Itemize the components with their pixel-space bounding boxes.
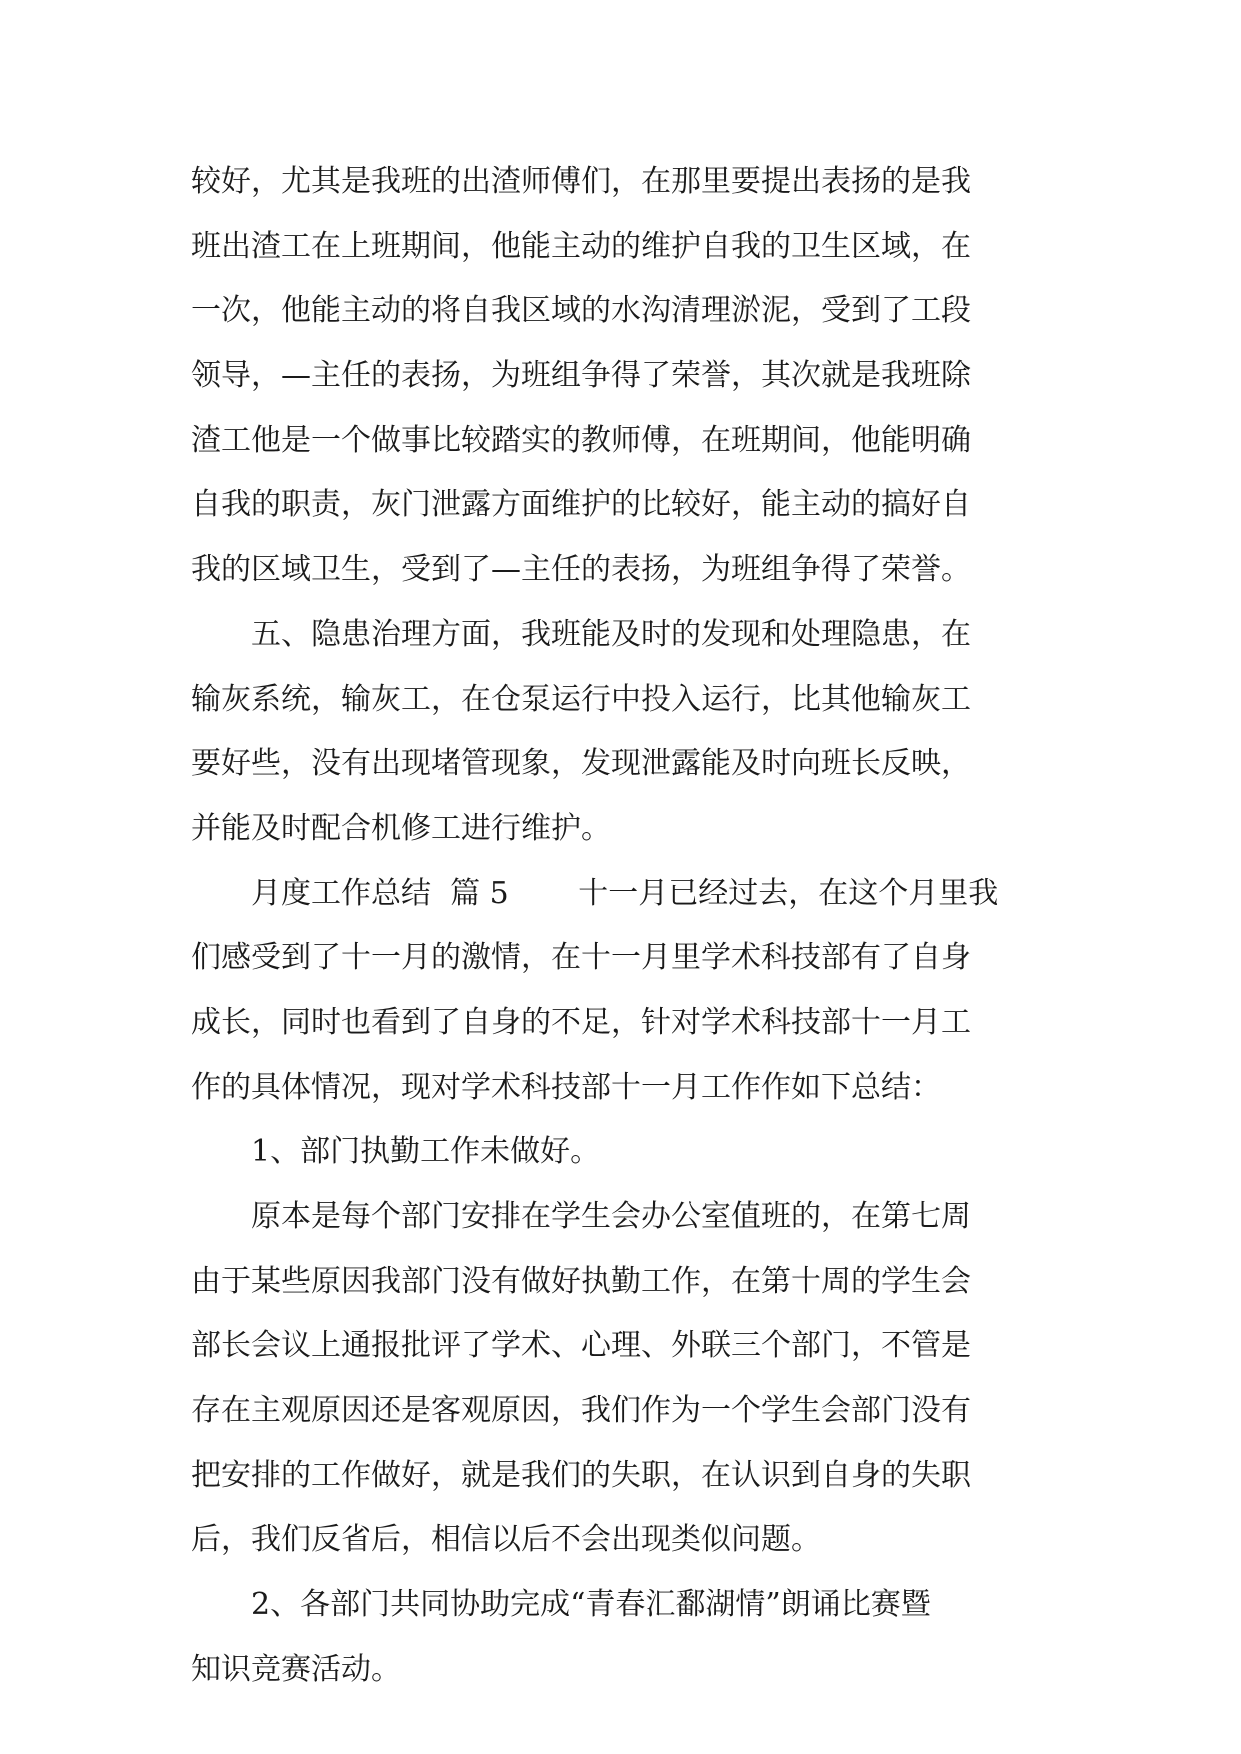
text-line: 存在主观原因还是客观原因，我们作为一个学生会部门没有 bbox=[191, 1393, 971, 1429]
text-line: 把安排的工作做好，就是我们的失职，在认识到自身的失职 bbox=[191, 1457, 971, 1493]
text-line: 由于某些原因我部门没有做好执勤工作，在第十周的学生会 bbox=[191, 1263, 971, 1299]
text-line: 原本是每个部门安排在学生会办公室值班的，在第七周 bbox=[191, 1199, 971, 1234]
text-line: 们感受到了十一月的激情，在十一月里学术科技部有了自身 bbox=[191, 940, 971, 976]
text-line: 并能及时配合机修工进行维护。 bbox=[191, 810, 611, 846]
text-line: 知识竞赛活动。 bbox=[191, 1651, 401, 1687]
text-line: 部长会议上通报批评了学术、心理、外联三个部门，不管是 bbox=[191, 1328, 971, 1364]
text-line: 五、隐患治理方面，我班能及时的发现和处理隐患，在 bbox=[191, 616, 971, 652]
text-line: 成长，同时也看到了自身的不足，针对学术科技部十一月工 bbox=[191, 1004, 971, 1040]
text-line: 班出渣工在上班期间，他能主动的维护自我的卫生区域，在 bbox=[191, 228, 971, 264]
text-line: 2、各部门共同协助完成“青春汇鄱湖情”朗诵比赛暨 bbox=[191, 1587, 931, 1623]
text-line: 要好些，没有出现堵管现象，发现泄露能及时向班长反映， bbox=[191, 746, 971, 782]
text-line: 后，我们反省后，相信以后不会出现类似问题。 bbox=[191, 1522, 821, 1558]
text-line: 我的区域卫生，受到了—主任的表扬，为班组争得了荣誉。 bbox=[191, 552, 971, 588]
text-line: 输灰系统，输灰工，在仓泵运行中投入运行，比其他输灰工 bbox=[191, 681, 971, 717]
body-text bbox=[191, 150, 1071, 1703]
text-line: 一次，他能主动的将自我区域的水沟清理淤泥，受到了工段 bbox=[191, 293, 971, 329]
text-line: 较好，尤其是我班的出渣师傅们，在那里要提出表扬的是我 bbox=[191, 164, 971, 199]
text-line: 领导，—主任的表扬，为班组争得了荣誉，其次就是我班除 bbox=[191, 358, 971, 394]
text-line: 自我的职责，灰门泄露方面维护的比较好，能主动的搞好自 bbox=[191, 487, 971, 523]
text-line: 作的具体情况，现对学术科技部十一月工作作如下总结： bbox=[191, 1069, 941, 1105]
text-line: 1、部门执勤工作未做好。 bbox=[191, 1134, 601, 1170]
text-line: 渣工他是一个做事比较踏实的教师傅，在班期间，他能明确 bbox=[191, 422, 971, 458]
section-heading-line: 月度工作总结 篇 5 十一月已经过去，在这个月里我 bbox=[191, 875, 999, 911]
